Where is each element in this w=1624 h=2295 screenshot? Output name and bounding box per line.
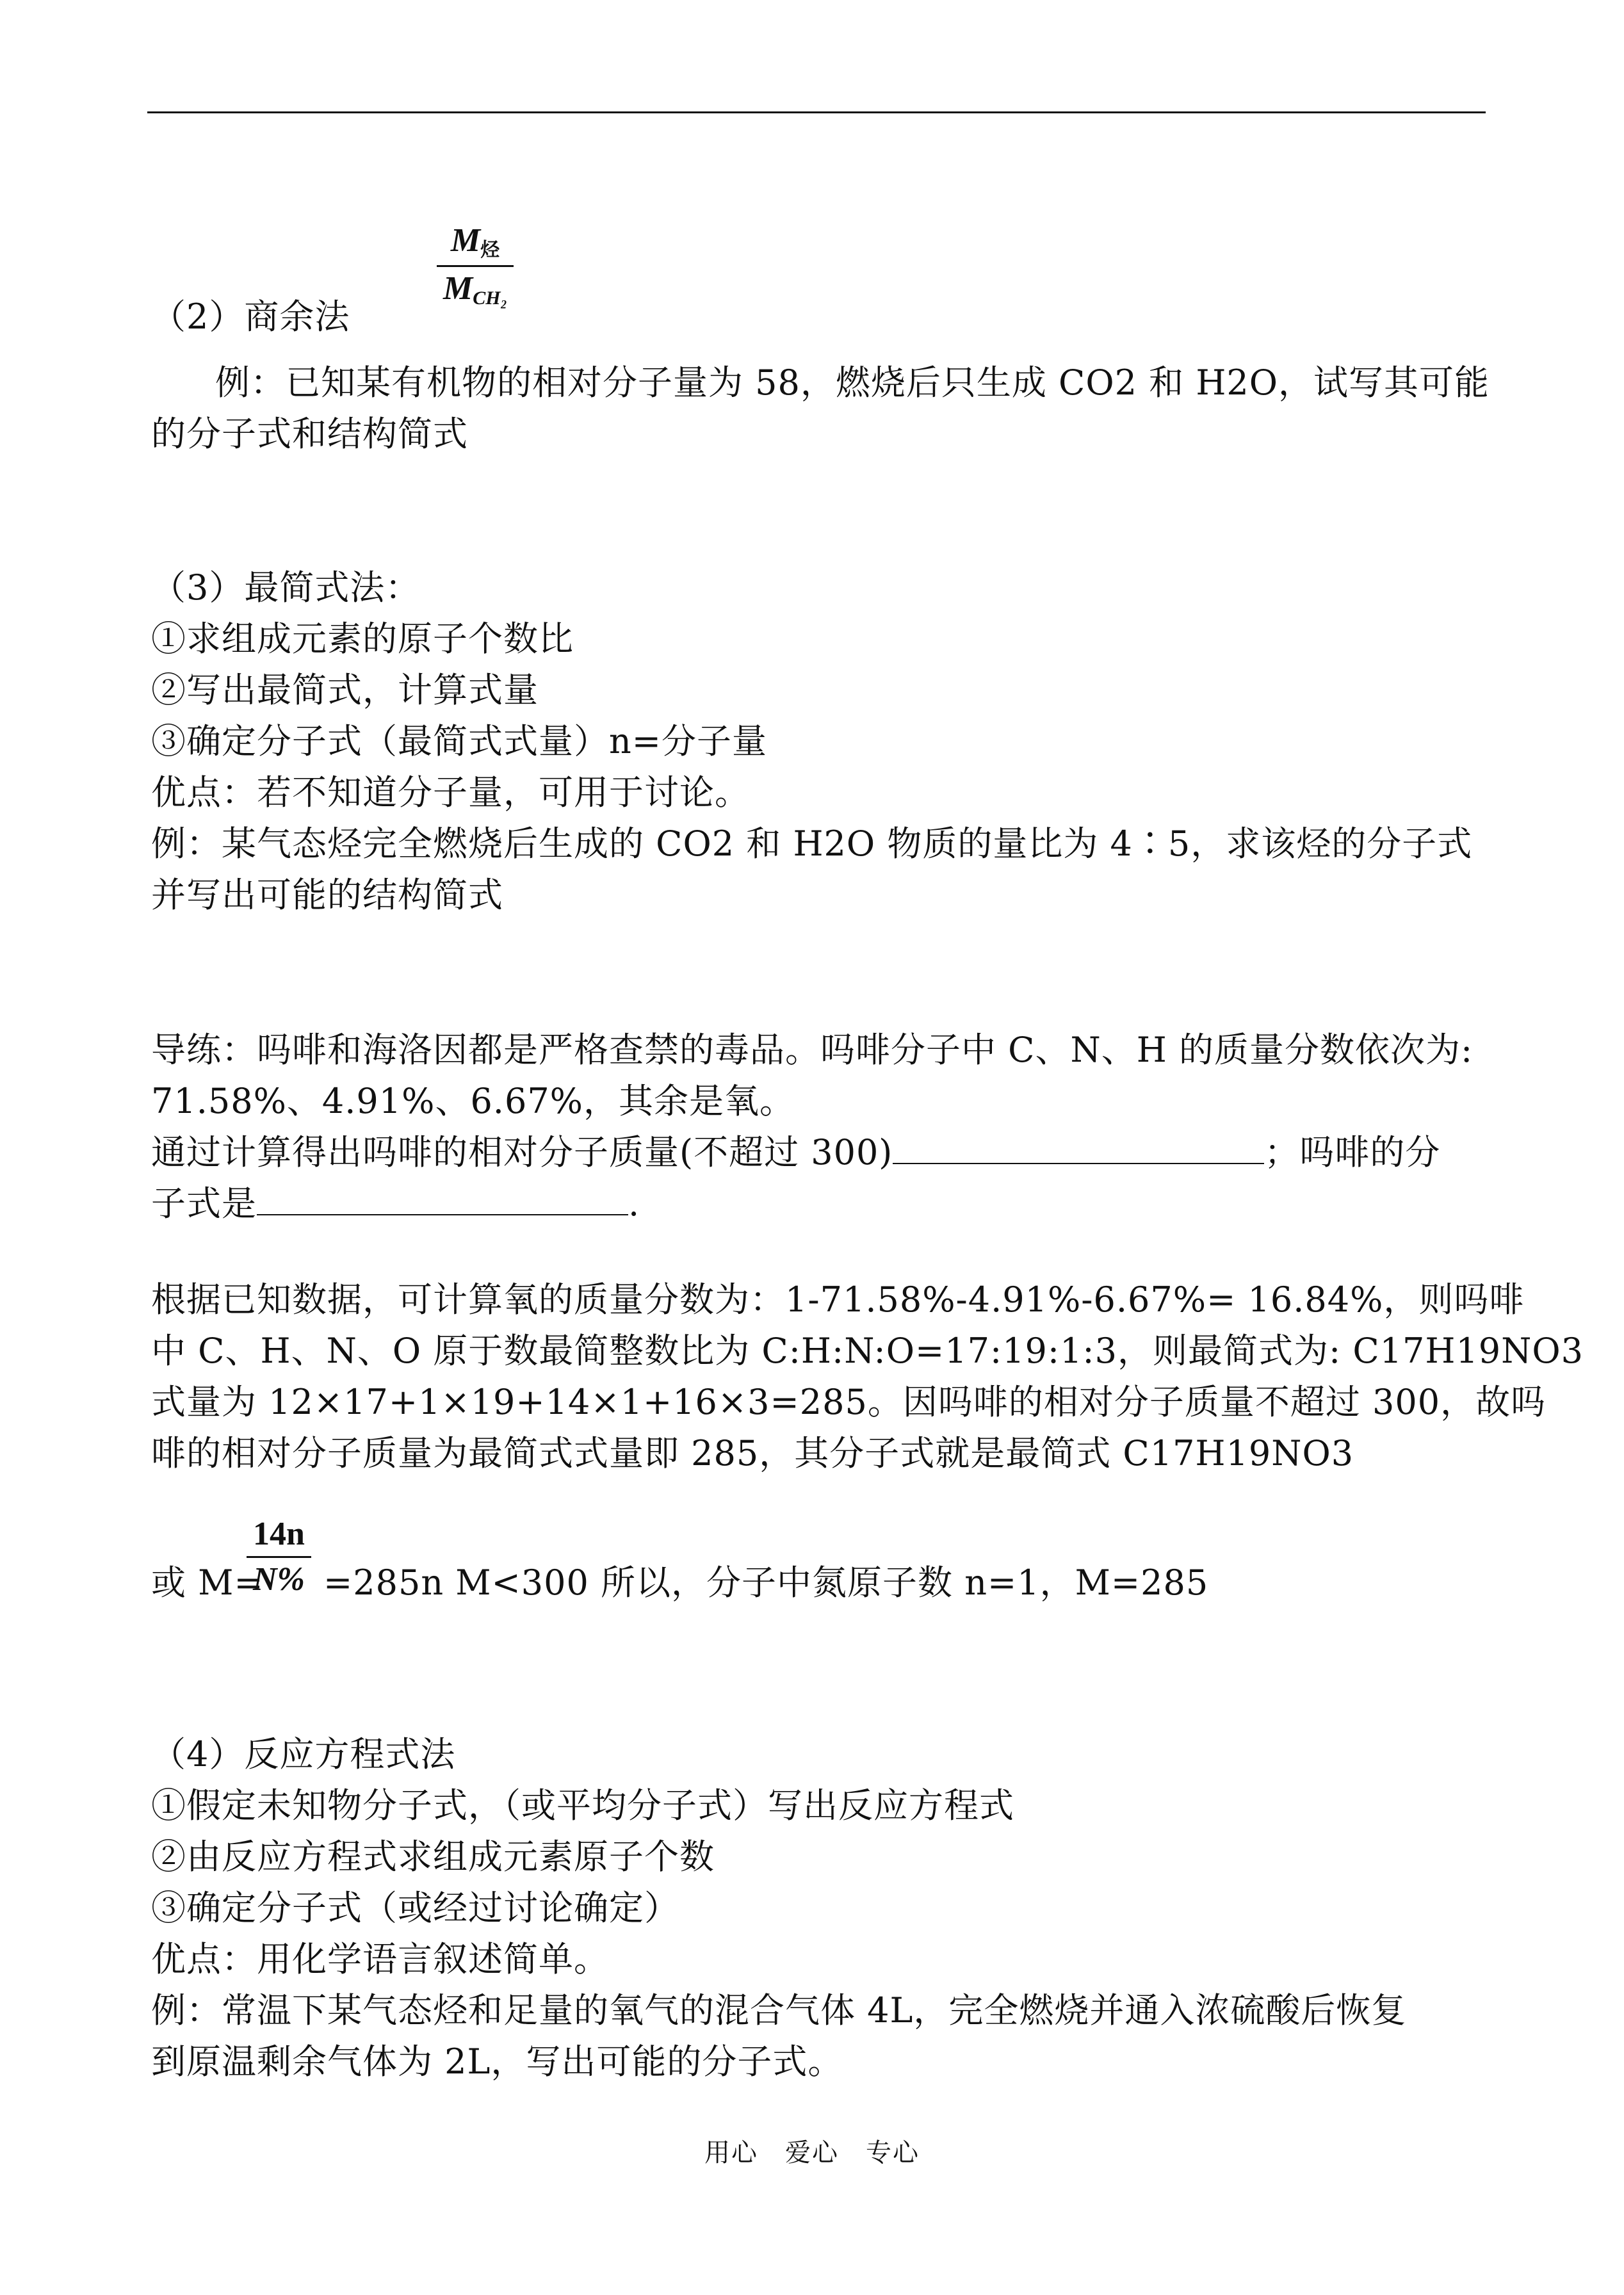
formula-m-hydrocarbon-over-m-ch2: $M_烃$ $M_{CH_2}$ [437,224,514,308]
section3-step2: ②写出最简式，计算式量 [151,670,539,710]
solution-line4: 啡的相对分子质量为最简式式量即 285，其分子式就是最简式 C17H19NO3 [151,1433,1354,1473]
section3-example-line1: 例：某气态烃完全燃烧后生成的 CO2 和 H2O 物质的量比为 4∶5，求该烃的分子式 [151,823,1473,864]
solution-alt-post: =285n M<300 所以，分子中氮原子数 n=1，M=285 [323,1562,1209,1603]
header-rule [147,111,1486,113]
formula-14n-over-n-percent: 14n N% [247,1518,311,1596]
exercise-line2: 71.58%、4.91%、6.67%，其余是氧。 [151,1081,795,1121]
answer-blank-formula[interactable] [257,1183,628,1215]
section4-step1: ①假定未知物分子式，（或平均分子式）写出反应方程式 [151,1785,1014,1826]
section2-example-line2: 的分子式和结构简式 [151,414,468,454]
section4-example-line1: 例：常温下某气态烃和足量的氧气的混合气体 4L，完全燃烧并通入浓硫酸后恢复 [151,1990,1407,2031]
section3-step3: ③确定分子式（最简式式量）n=分子量 [151,721,768,761]
section3-example-line2: 并写出可能的结构简式 [151,875,503,915]
section2-example-line1: 例：已知某有机物的相对分子量为 58，燃烧后只生成 CO2 和 H2O，试写其可能 [215,362,1490,403]
exercise-line1: 导练：吗啡和海洛因都是严格查禁的毒品。吗啡分子中 C、N、H 的质量分数依次为: [151,1030,1474,1070]
section2-title: （2）商余法 [151,296,350,337]
section4-title: （4）反应方程式法 [151,1734,456,1774]
section4-step3: ③确定分子式（或经过讨论确定） [151,1888,679,1928]
exercise-line3: 通过计算得出吗啡的相对分子质量(不超过 300) ；吗啡的分 [151,1132,1441,1172]
solution-line2: 中 C、H、N、O 原于数最简整数比为 C:H:N:O=17:19:1:3，则最简式为: C17H19NO3 [151,1331,1584,1371]
section4-step2: ②由反应方程式求组成元素原子个数 [151,1837,715,1877]
section4-advantage: 优点：用化学语言叙述简单。 [151,1939,609,1979]
page-footer: 用心 爱心 专心 [704,2138,920,2168]
answer-blank-molar-mass[interactable] [893,1132,1264,1164]
section3-advantage: 优点：若不知道分子量，可用于讨论。 [151,772,750,813]
solution-line1: 根据已知数据，可计算氧的质量分数为：1-71.58%-4.91%-6.67%= 16.84%，则吗啡 [151,1279,1525,1320]
section3-title: （3）最简式法： [151,567,421,608]
solution-line3: 式量为 12×17+1×19+14×1+16×3=285。因吗啡的相对分子质量不超过 300，故吗 [151,1382,1547,1422]
exercise-line4: 子式是 . [151,1183,640,1224]
section4-example-line2: 到原温剩余气体为 2L，写出可能的分子式。 [151,2041,843,2082]
section3-step1: ①求组成元素的原子个数比 [151,619,574,659]
solution-alt-pre: 或 M= [151,1562,264,1603]
